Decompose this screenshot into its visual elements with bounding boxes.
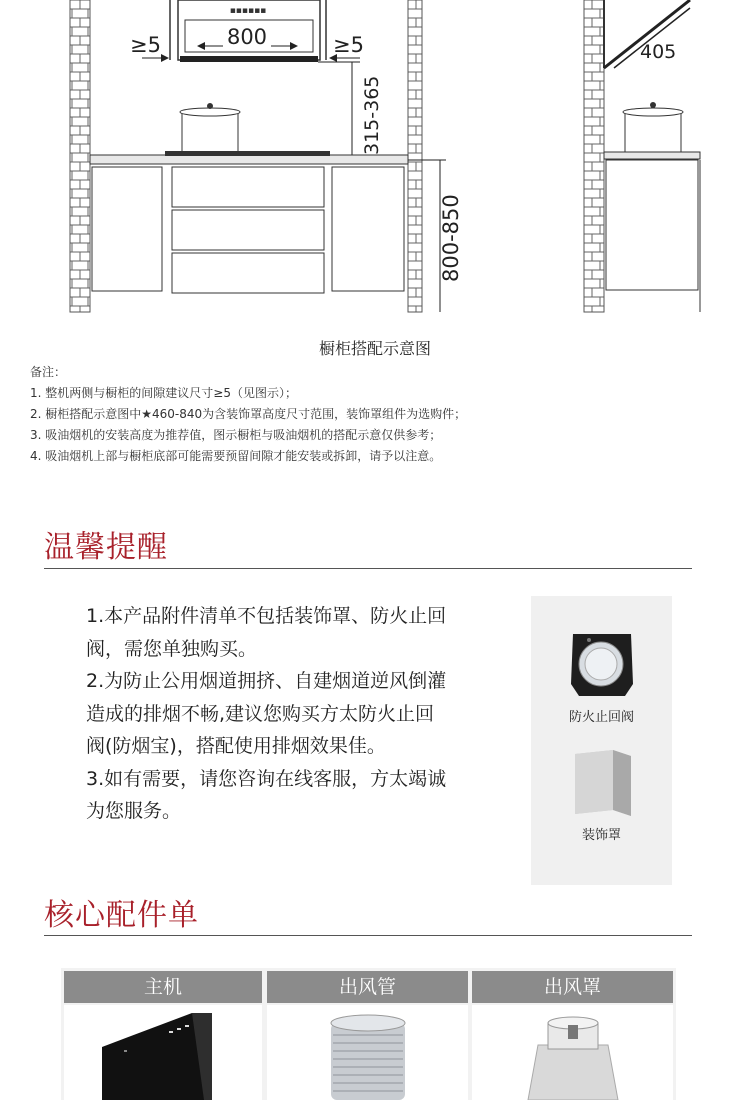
svg-text:▪▪▪▪▪▪: ▪▪▪▪▪▪ <box>229 6 267 16</box>
parts-header-outlet-cover: 出风罩 <box>472 971 673 1003</box>
notes-heading: 备注： <box>30 365 67 379</box>
accessory-panel <box>531 596 672 885</box>
parts-cell-main-unit <box>64 1005 262 1100</box>
fire-check-valve-icon <box>567 630 637 700</box>
reminder-line: 2.为防止公用烟道拥挤、自建烟道逆风倒灌 <box>86 670 447 692</box>
accessory-label: 防火止回阀 <box>568 710 634 725</box>
left-gap-label: ≥5 <box>130 33 161 57</box>
note-line: 3. 吸油烟机的安装高度为推荐值，图示橱柜与吸油烟机的搭配示意仅供参考； <box>30 428 442 442</box>
range-hood-icon <box>64 1005 262 1100</box>
reminder-line: 造成的排烟不畅,建议您购买方太防火止回 <box>86 702 435 725</box>
outlet-cover-icon <box>472 1005 673 1100</box>
parts-header-main-unit: 主机 <box>64 971 262 1003</box>
base-cabinet <box>92 167 404 293</box>
pot-side <box>623 102 683 152</box>
height-gap-label: 315-365 <box>361 75 383 155</box>
cabinet-height-label: 800-850 <box>439 194 463 282</box>
accessory-label: 装饰罩 <box>581 828 621 843</box>
reminder-line: 阀，需您单独购买。 <box>86 637 258 660</box>
installation-diagram <box>0 0 750 330</box>
reminder-divider <box>44 568 692 569</box>
parts-cell-outlet-cover <box>472 1005 673 1100</box>
pot-front <box>180 103 240 156</box>
exhaust-duct-icon <box>267 1005 468 1100</box>
reminder-line: 3.如有需要，请您咨询在线客服，方太竭诚 <box>86 767 447 790</box>
reminder-line: 为您服务。 <box>86 800 182 822</box>
parts-table <box>61 968 676 1100</box>
note-line: 2. 橱柜搭配示意图中★460-840为含装饰罩高度尺寸范围，装饰罩组件为选购件； <box>30 407 467 421</box>
reminder-title: 温馨提醒 <box>44 530 168 565</box>
width-dimension-label: 800 <box>226 25 268 49</box>
diagram-caption: 橱柜搭配示意图 <box>318 339 431 358</box>
note-line: 1. 整机两侧与橱柜的间隙建议尺寸≥5（见图示）； <box>30 386 297 400</box>
side-view <box>584 0 700 312</box>
decorative-cover-icon <box>573 748 633 818</box>
parts-cell-duct <box>267 1005 468 1100</box>
reminder-line: 阀(防烟宝)，搭配使用排烟效果佳。 <box>86 735 386 757</box>
parts-title: 核心配件单 <box>44 898 199 933</box>
reminder-text <box>86 600 506 828</box>
countertop <box>90 155 408 164</box>
left-brick-wall <box>70 0 90 312</box>
side-dimension-label: 405 <box>640 41 677 63</box>
parts-header-duct: 出风管 <box>267 971 468 1003</box>
right-gap-label: ≥5 <box>333 33 364 57</box>
right-brick-wall <box>408 0 422 312</box>
reminder-line: 1.本产品附件清单不包括装饰罩、防火止回 <box>86 605 447 627</box>
front-view <box>70 0 463 312</box>
side-brick-wall <box>584 0 604 312</box>
parts-divider <box>44 935 692 936</box>
note-line: 4. 吸油烟机上部与橱柜底部可能需要预留间隙才能安装或拆卸，请予以注意。 <box>30 449 442 463</box>
notes-block <box>30 362 466 467</box>
